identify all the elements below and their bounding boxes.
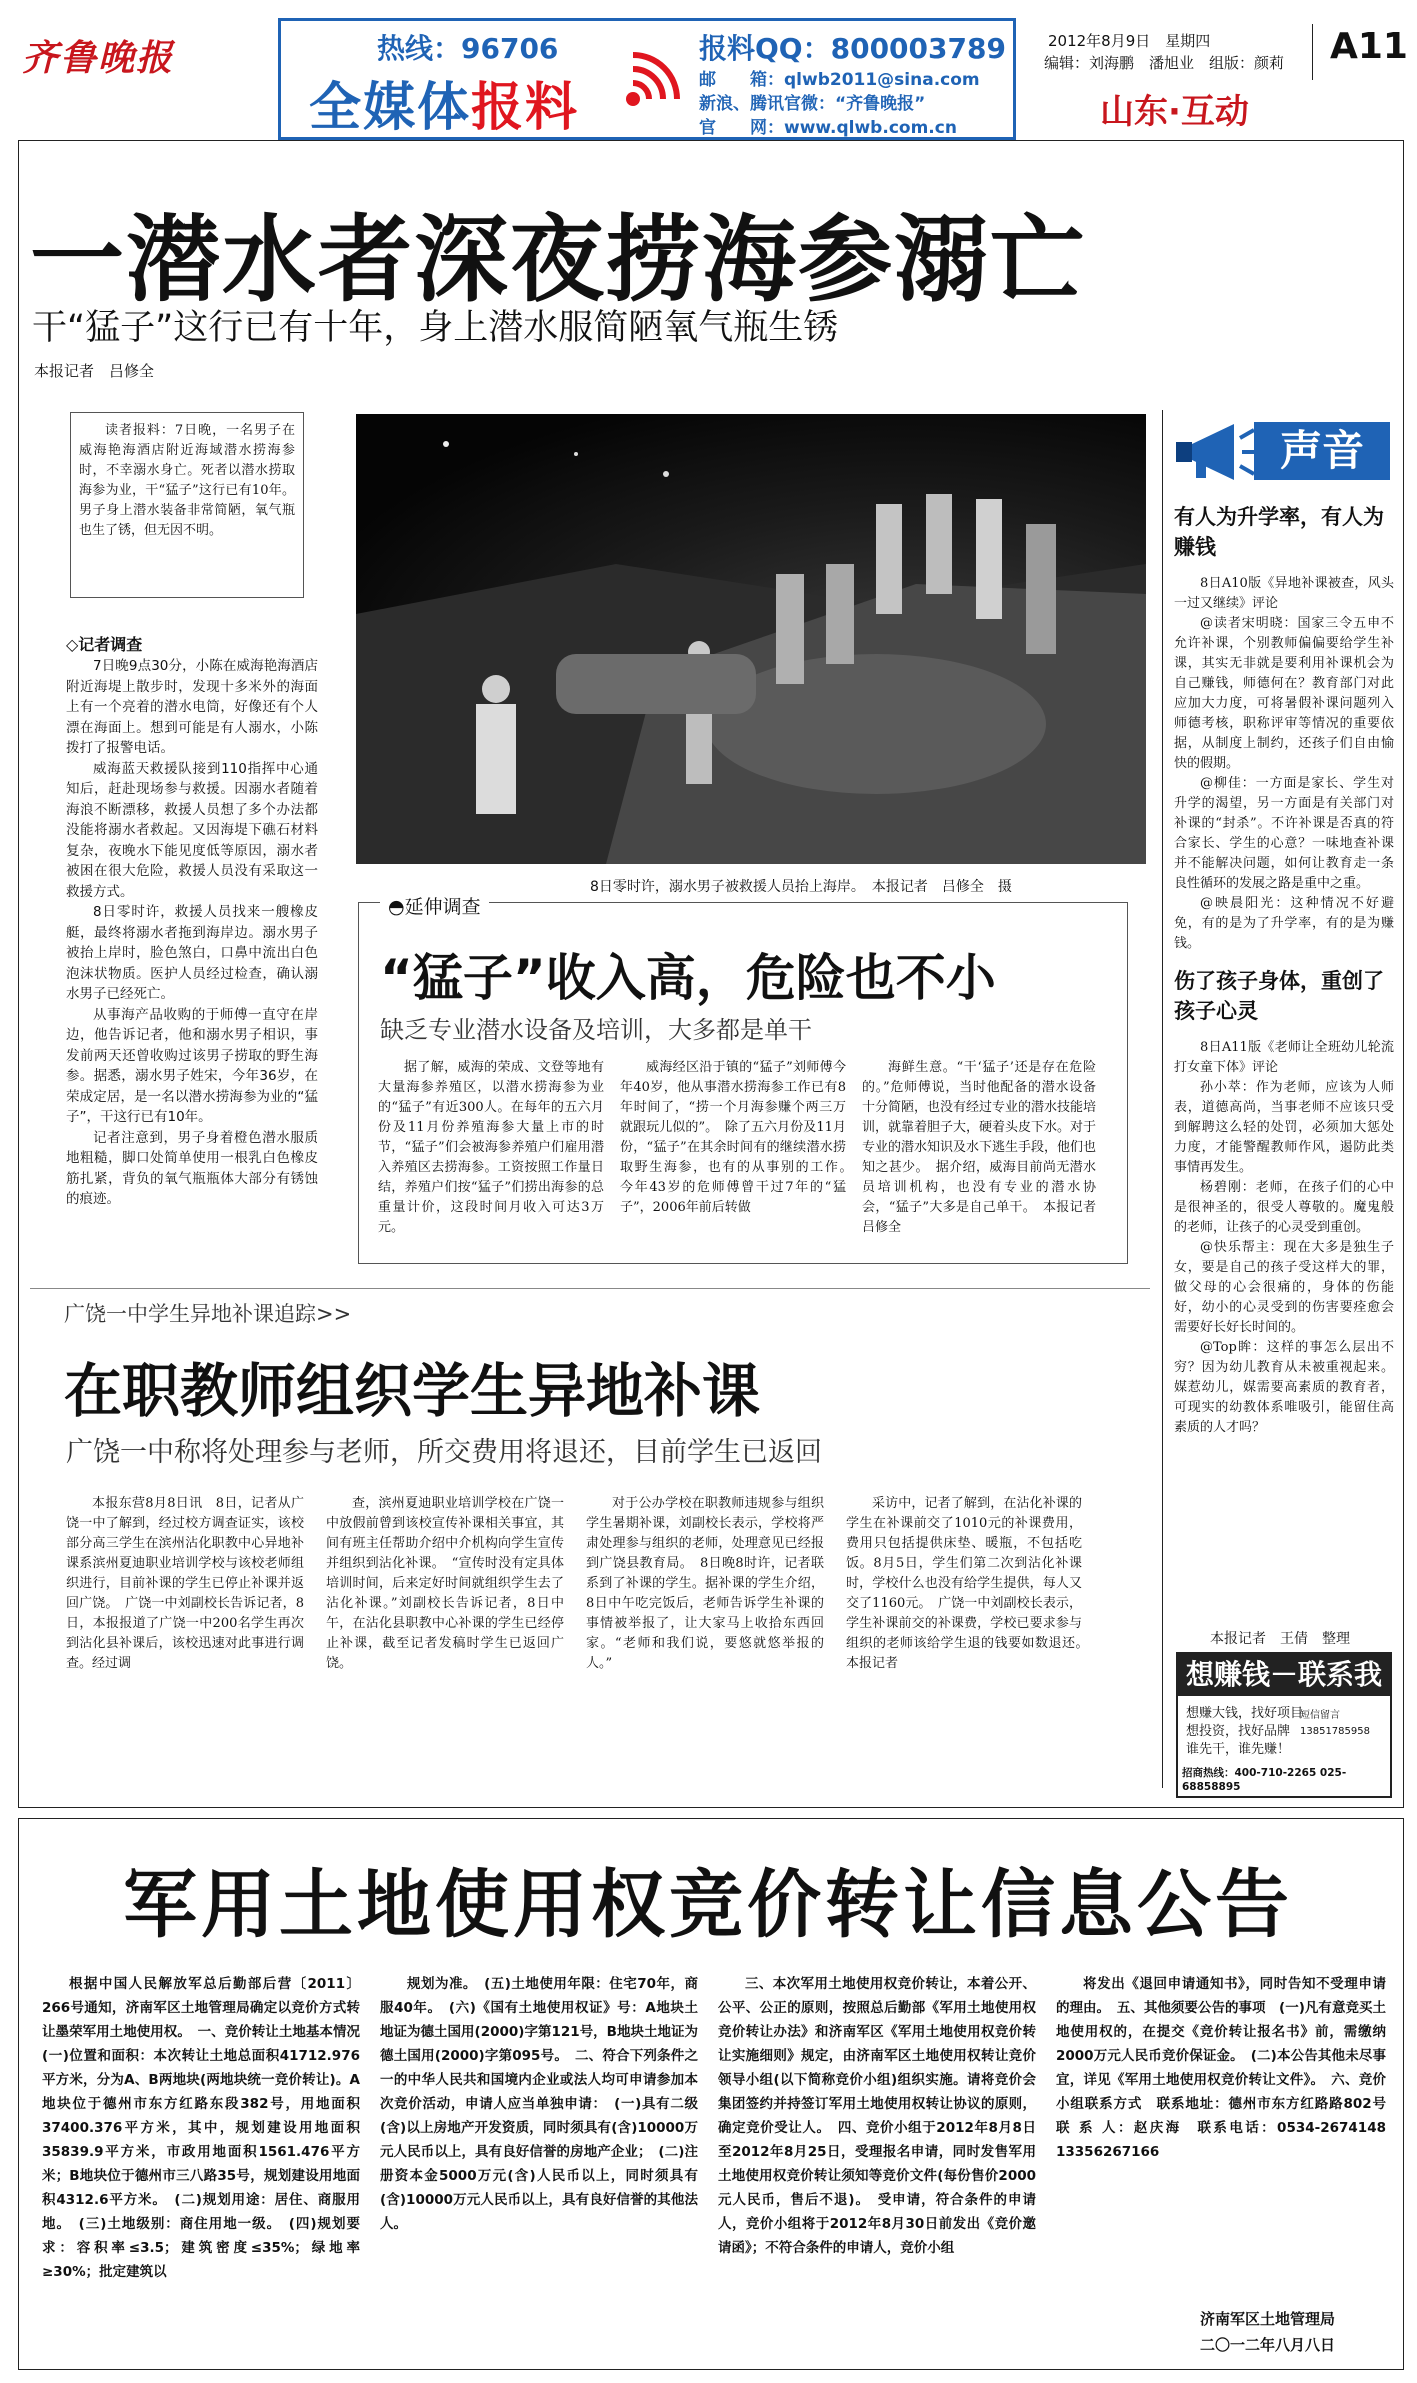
- sub-subhead: 缺乏专业潜水设备及培训，大多都是单干: [380, 1016, 812, 1044]
- sidebar-text: @快乐帮主：现在大多是独生子女，要是自己的孩子受这样大的罪，做父母的心会很痛的，身体的伤能好，幼小的心灵受到的伤害要痊愈会需要好长好长时间的。: [1174, 1240, 1394, 1335]
- sub-col-2: [620, 1058, 860, 1254]
- lead-byline: 本报记者 吕修全: [34, 362, 155, 380]
- sidebar-text: 8日A11版《老师让全班幼儿轮流打女童下体》评论: [1174, 1040, 1394, 1075]
- sidebar-heading-1: 有人为升学率，有人为赚钱: [1174, 505, 1384, 559]
- sidebar-body: [1174, 502, 1394, 1632]
- editors-line: 编辑：刘海鹏 潘旭业 组版：颜莉: [1044, 54, 1285, 72]
- notice-title: 军用土地使用权竞价转让信息公告: [123, 1862, 1293, 1948]
- second-col-1: [66, 1494, 304, 1780]
- second-col-text: 查，滨州夏迪职业培训学校在广饶一中放假前曾到该校宣传补课相关事宜，其间有班主任帮助介绍中介机构向学生宣传并组织到沾化补课。 “宣传时没有定具体培训时间，后来定好时间就组织学生去了沾化补课。”刘副校长告诉记者，8日中午，在沾化县职教中心补课的学生已经停止补课，截至记者发稿时学生已返回广饶。: [326, 1496, 564, 1671]
- news-photo: [356, 414, 1146, 864]
- sub-headline: “猛子”收入高，危险也不小: [380, 949, 996, 1007]
- sidebar-ad-title: 想赚钱－联系我: [1178, 1654, 1390, 1696]
- sidebar-sign: 本报记者 王倩 整理: [1210, 1631, 1350, 1647]
- sidebar-ad-line: 想赚大钱，找好项目: [1186, 1706, 1304, 1721]
- second-headline: 在职教师组织学生异地补课: [64, 1357, 761, 1425]
- notice-col-4: [1056, 1972, 1400, 2292]
- sidebar-text: @柳佳：一方面是家长、学生对升学的渴望，另一方面是有关部门对补课的“封杀”。不许补课是否真的符合家长、学生的心意？一味地查补课并不能解决问题，如何让教育走一条良性循环的发展之路是重中之重。: [1174, 776, 1394, 891]
- sidebar-heading-2: 伤了孩子身体，重创了孩子心灵: [1174, 969, 1384, 1023]
- sidebar-text: 杨碧刚：老师，在孩子们的心中是很神圣的，很受人尊敬的。魔鬼般的老师，让孩子的心灵受到重创。: [1174, 1180, 1394, 1235]
- lead-paragraph: 威海蓝天救援队接到110指挥中心通知后，赶赴现场参与救援。因溺水者随着海浪不断漂移，救援人员想了多个办法都没能将溺水者救起。又因海堤下礁石材料复杂，夜晚水下能见度低等原因，溺水者被困在很大危险，救援人员没有采取这一救援方式。: [66, 760, 318, 900]
- ad-title-a: 全媒体: [309, 78, 472, 138]
- lead-summary: [70, 412, 304, 598]
- second-col-text: 采访中，记者了解到，在沾化补课的学生在补课前交了1010元的补课费用，费用只包括提供床垫、暖瓶，不包括吃饭。8月5日，学生们第二次到沾化补课时，学校什么也没有给学生提供，每人又交了1160元。 广饶一中刘副校长表示，学生补课前交的补课费，学校已要求参与组织的老师该给学生退的钱要如数退还。 本报记者: [846, 1496, 1096, 1671]
- sidebar-text: @Top眸：这样的事怎么层出不穷？因为幼儿教育从未被重视起来。媒惹幼儿，媒需要高素质的教育者，可现实的幼教体系唯吸引，能留住高素质的人才吗？: [1174, 1340, 1394, 1435]
- second-col-text: 对于公办学校在职教师违规参与组织学生暑期补课，刘副校长表示，学校将严肃处理参与组织的老师，处理意见已经报到广饶县教育局。 8日晚8时许，记者联系到了补课的学生。据补课的学生介绍，8日中午吃完饭后，老师告诉学生补课的事情被举报了，让大家马上收拾东西回家。“老师和我们说，要悠就悠举报的人。”: [586, 1496, 824, 1671]
- sidebar-text: 孙小萃：作为老师，应该为人师表，道德高尚，当事老师不应该只受到解聘这么轻的处罚，必须加大惩处力度，才能警醒教师作风，遏防此类事情再发生。: [1174, 1080, 1394, 1175]
- masthead: [0, 0, 1417, 140]
- sidebar-title: 声音: [1254, 422, 1390, 480]
- ad-title-b: 报料: [471, 78, 580, 138]
- notice-text: 根据中国人民解放军总后勤部后营〔2011〕266号通知，济南军区土地管理局确定以竞价方式转让墨荣军用土地使用权。 一、竞价转让土地基本情况 (一)位置和面积：本次转让土地总面积41712.976平方米，分为A、B两地块(两地块统一竞价转让)。A地块位于德州市东方红路东段382号，用地面积37400.376平方米，其中，规划建设用地面积35839.9平方米，市政用地面积1561.476平方米；B地块位于德州市三八路35号，规划建设用地面积4312.6平方米。 (二)规划用途：居住、商服用地。 (三)土地级别：商住用地一级。 (四)规划要求：容积率≤3.5；建筑密度≤35%；绿地率≥30%；批定建筑以: [42, 1976, 374, 2280]
- sub-col-1: [378, 1058, 604, 1254]
- magnifier-icon: ◓: [388, 896, 405, 918]
- lead-body: [66, 656, 318, 1396]
- megaphone-icon: [1174, 420, 1260, 484]
- ad-hotline: 热线：96706: [377, 32, 559, 65]
- notice-text: 规划为准。 (五)土地使用年限：住宅70年，商服40年。 (六)《国有土地使用权证》号：A地块土地证为德土国用(2000)字第121号，B地块土地证为德土国用(2000)字第095号。 二、符合下列条件之一的中华人民共和国境内企业或法人均可申请参加本次竞价活动，申请人应当单独申请： (一)具有二级(含)以上房地产开发资质，同时须具有(含)10000万元人民币以上，具有良好信誉的房地产企业； (二)注册资本金5000万元(含)人民币以上，同时须具有(含)10000万元人民币以上，具有良好信誉的其他法人。: [380, 1976, 698, 2232]
- signal-icon: [613, 49, 683, 119]
- notice-text: 将发出《退回申请通知书》，同时告知不受理申请的理由。 五、其他须要公告的事项 (一)凡有意竞买土地使用权的，在提交《竞价转让报名书》前，需缴纳2000万元人民币竞价保证金。 (二)本公告其他未尽事宜，详见《军用土地使用权竞价转让文件》。 六、竞价小组联系方式 联系地址：德州市东方红路路802号 联 系 人：赵庆海 联系电话：0534-2674148 13356267166: [1056, 1976, 1400, 2160]
- ad-qq: 报料QQ：800003789: [699, 32, 1006, 65]
- summary-text: 读者报料：7日晚，一名男子在威海艳海酒店附近海域潜水捞海参时，不幸溺水身亡。死者以潜水捞取海参为业，干“猛子”这行已有10年。男子身上潜水装备非常简陋，氧气瓶也生了锈，但无因不明。: [79, 423, 295, 538]
- sub-tag-text: 延伸调查: [404, 896, 481, 918]
- sub-col-text: 海鲜生意。“干‘猛子’还是存在危险的。”危师傅说，当时他配备的潜水设备十分简陋，也没有经过专业的潜水技能培训，就靠着胆子大，硬着头皮下水。对于专业的潜水知识及水下逃生手段，他们也知之甚少。 据介绍，威海目前尚无潜水员培训机构，也没有专业的潜水协会，“猛子”大多是自己单干。 本报记者 吕修全: [862, 1060, 1110, 1235]
- sidebar-ad-line: 想投资，找好品牌: [1186, 1724, 1291, 1739]
- second-col-4: [846, 1494, 1096, 1780]
- notice-sign-date: 二〇一二年八月八日: [1200, 2336, 1336, 2354]
- sidebar-ad-line: 谁先干，谁先赚！: [1186, 1742, 1291, 1757]
- ad-site: 官 网：www.qlwb.com.cn: [699, 118, 957, 138]
- second-subhead: 广饶一中称将处理参与老师，所交费用将退还，目前学生已返回: [66, 1437, 822, 1468]
- second-col-text: 本报东营8月8日讯 8日，记者从广饶一中了解到，经过校方调查证实，该校部分高三学生在滨州沾化职教中心异地补课系滨州夏迪职业培训学校与该校老师组织进行，目前补课的学生已停止补课并返回广饶。 广饶一中刘副校长告诉记者，8日，本报报道了广饶一中200名学生再次到沾化县补课后，该校迅速对此事进行调查。经过调: [66, 1496, 304, 1671]
- sub-col-text: 威海经区沿于镇的“猛子”刘师傅今年40岁，他从事潜水捞海参工作已有8年时间了，“捞一个月海参赚个两三万就跟玩儿似的”。 除了五六月份及11月份，“猛子”在其余时间有的继续潜水捞取野生海参，也有的从事别的工作。 今年43岁的危师傅曾干过7年的“猛子”，2006年前后转做: [620, 1060, 860, 1215]
- notice-col-3: [718, 1972, 1036, 2358]
- sidebar-ad: [1176, 1652, 1392, 1798]
- sidebar-title-box: [1174, 418, 1392, 484]
- notice-text: 三、本次军用土地使用权竞价转让，本着公开、公平、公正的原则，按照总后勤部《军用土地使用权竞价转让办法》和济南军区《军用土地使用权竞价转让实施细则》规定，由济南军区土地使用权转让竞价领导小组(以下简称竞价小组)组织实施。请将竞价会集团签约并持签订军用土地使用权转让协议的原则，确定竞价受让人。 四、竞价小组于2012年8月8日至2012年8月25日，受理报名申请，同时发售军用土地使用权竞价转让须知等竞价文件(每份售价2000元人民币，售后不退)。 受申请，符合条件的申请人，竞价小组将于2012年8月30日前发出《竞价邀请函》；不符合条件的申请人，竞价小组: [718, 1976, 1036, 2256]
- sub-col-text: 据了解，威海的荣成、文登等地有大量海参养殖区，以潜水捞海参为业的“猛子”有近300人。在每年的五六月份及11月份养殖海参大量上市的时节，“猛子”们会被海参养殖户们雇用潜入养殖区去捞海参。工资按照工作量日结，养殖户们按“猛子”们捞出海参的总重量计价，这段时间月收入可达3万元。: [378, 1060, 604, 1235]
- photo-caption: 8日零时许，溺水男子被救援人员抬上海岸。 本报记者 吕修全 摄: [590, 879, 1012, 895]
- sidebar-text: @映晨阳光：这种情况不好避免，有的是为了升学率，有的是为赚钱。: [1174, 896, 1394, 951]
- sidebar-block: [1174, 1038, 1394, 1438]
- sidebar-text: @读者宋明晓：国家三令五申不允许补课，个别教师偏偏要给学生补课，其实无非就是要利用补课机会为自己赚钱，师德何在？教育部门对此应加大力度，可将暑假补课问题列入师德考核，职称评审等情况的重要依据，从制度上制约，还孩子们自由愉快的假期。: [1174, 616, 1394, 771]
- page-number: A11: [1330, 26, 1408, 67]
- ad-weibo: 新浪、腾讯官微：“齐鲁晚报”: [699, 94, 926, 114]
- sub-col-3: [862, 1058, 1110, 1254]
- ad-banner: [278, 18, 1016, 140]
- date-line: 2012年8月9日 星期四: [1048, 32, 1211, 50]
- lead-paragraph: 8日零时许，救援人员找来一艘橡皮艇，最终将溺水者拖到海岸边。溺水男子被抬上岸时，脸色煞白，口鼻中流出白色泡沫状物质。医护人员经过检查，确认溺水男子已经死亡。: [66, 904, 318, 1002]
- notice-col-1: [42, 1972, 374, 2358]
- sub-story-tag: [380, 892, 489, 919]
- newspaper-logo: 齐鲁晚报: [22, 37, 175, 79]
- sidebar-ad-tel: 招商热线：400-710-2265 025-68858895: [1182, 1767, 1347, 1793]
- lead-subhead: 干“猛子”这行已有十年，身上潜水服简陋氧气瓶生锈: [32, 308, 839, 348]
- section-name: 山东·互动: [1100, 92, 1249, 132]
- lead-paragraph: 从事海产品收购的于师傅一直守在岸边，他告诉记者，他和溺水男子相识，事发前两天还曾收购过该男子捞取的野生海参。据悉，溺水男子姓宋，今年36岁，在荣成定居，是一名以潜水捞海参为业的“猛子”，干这行已有10年。: [66, 1006, 318, 1125]
- lead-paragraph: 7日晚9点30分，小陈在威海艳海酒店附近海堤上散步时，发现十多米外的海面上有一个亮着的潜水电筒，好像还有个人漂在海面上。想到可能是有人溺水，小陈拨打了报警电话。: [66, 658, 318, 756]
- lead-paragraph: 记者注意到，男子身着橙色潜水服质地粗糙，脚口处简单使用一根乳白色橡皮筋扎紧，背负的氧气瓶瓶体大部分有锈蚀的痕迹。: [66, 1129, 318, 1207]
- ad-mail: 邮 箱：qlwb2011@sina.com: [699, 70, 980, 90]
- notice-col-2: [380, 1972, 698, 2358]
- lead-tag: ◇记者调查: [66, 635, 143, 654]
- second-kicker: 广饶一中学生异地补课追踪>>: [64, 1302, 352, 1326]
- sidebar-text: 8日A10版《异地补课被查，风头一过又继续》评论: [1174, 576, 1394, 611]
- second-col-3: [586, 1494, 824, 1780]
- lead-headline: 一潜水者深夜捞海参溺亡: [30, 206, 1087, 315]
- notice-sign-org: 济南军区土地管理局: [1200, 2310, 1336, 2328]
- sidebar-ad-small: 短信留言 13851785958: [1300, 1710, 1370, 1737]
- ad-title: [309, 65, 579, 140]
- photo-scene: [356, 414, 1146, 864]
- second-col-2: [326, 1494, 564, 1780]
- sidebar-block: [1174, 574, 1394, 954]
